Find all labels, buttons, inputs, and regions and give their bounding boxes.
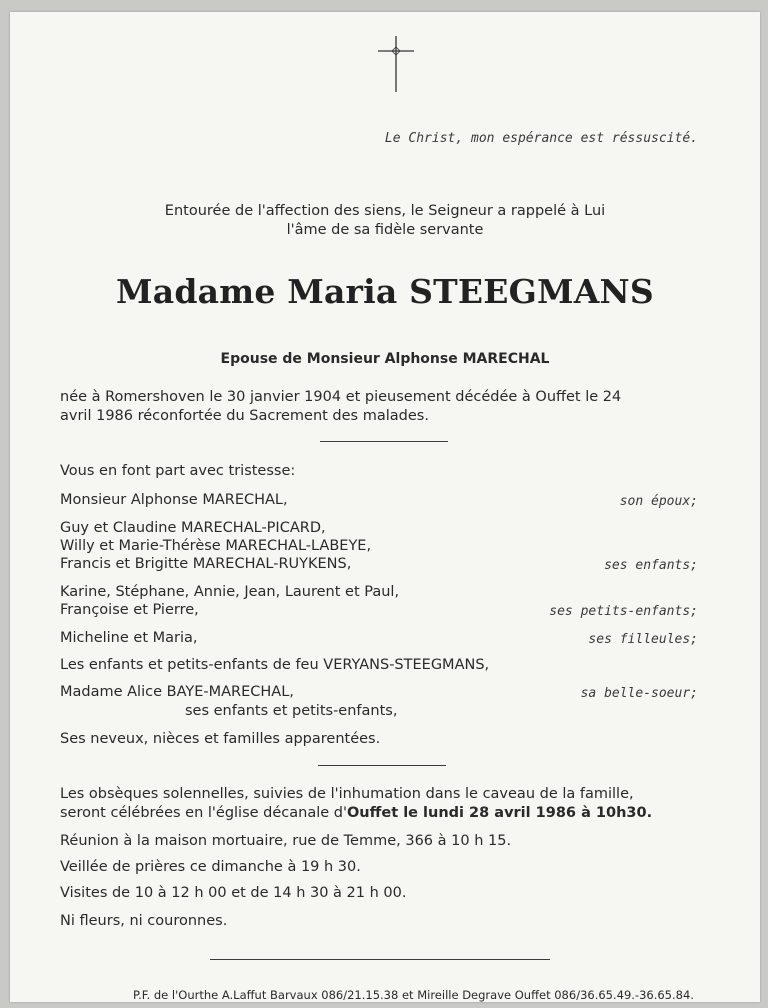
funeral-date: Ouffet le lundi 28 avril 1986 à 10h30. bbox=[346, 805, 653, 821]
spouse-name: Monsieur Alphonse MARECHAL, bbox=[60, 492, 288, 508]
funeral-line-2 bbox=[60, 804, 652, 822]
grandchildren-line-2: Françoise et Pierre, bbox=[60, 602, 199, 618]
funeral-line-2-prefix: seront célébrées en l'église décanale d' bbox=[60, 805, 347, 821]
godchildren: Micheline et Maria, bbox=[60, 630, 198, 646]
printer-credit: P.F. de l'Ourthe A.Laffut Barvaux 086/21.15.38 et Mireille Degrave Ouffet 086/36.65.49.-36.65.84. bbox=[133, 988, 694, 1002]
divider-2 bbox=[318, 765, 446, 766]
sister-in-law-family: ses enfants et petits-enfants, bbox=[185, 703, 398, 719]
family-intro: Vous en font part avec tristesse: bbox=[60, 463, 296, 479]
funeral-line-1: Les obsèques solennelles, suivies de l'inhumation dans le caveau de la famille, bbox=[60, 786, 634, 802]
bio-line-2: avril 1986 réconfortée du Sacrement des malades. bbox=[60, 408, 429, 424]
sister-in-law: Madame Alice BAYE-MARECHAL, bbox=[60, 684, 294, 700]
visits-info: Visites de 10 à 12 h 00 et de 14 h 30 à 21 h 00. bbox=[60, 885, 407, 901]
relatives: Ses neveux, nièces et familles apparentées. bbox=[60, 731, 381, 747]
meeting-info: Réunion à la maison mortuaire, rue de Temme, 366 à 10 h 15. bbox=[60, 833, 512, 849]
sister-in-law-role: sa belle-soeur; bbox=[580, 686, 698, 701]
godchildren-role: ses filleules; bbox=[588, 632, 698, 647]
children-line-3: Francis et Brigitte MARECHAL-RUYKENS, bbox=[60, 556, 352, 572]
divider-3 bbox=[210, 959, 550, 960]
obituary-card bbox=[10, 12, 760, 1002]
vigil-info: Veillée de prières ce dimanche à 19 h 30. bbox=[60, 859, 361, 875]
children-line-1: Guy et Claudine MARECHAL-PICARD, bbox=[60, 520, 326, 536]
motto: Le Christ, mon espérance est réssuscité. bbox=[384, 131, 698, 146]
divider-1 bbox=[320, 441, 448, 442]
cross-icon bbox=[376, 34, 416, 94]
children-line-2: Willy et Marie-Thérèse MARECHAL-LABEYE, bbox=[60, 538, 372, 554]
intro-line-1: Entourée de l'affection des siens, le Seigneur a rappelé à Lui bbox=[164, 203, 606, 219]
bio-line-1: née à Romershoven le 30 janvier 1904 et pieusement décédée à Ouffet le 24 bbox=[60, 389, 622, 405]
children-role: ses enfants; bbox=[604, 558, 698, 573]
veryans-family: Les enfants et petits-enfants de feu VERYANS-STEEGMANS, bbox=[60, 657, 490, 673]
deceased-name: Madame Maria STEEGMANS bbox=[116, 272, 654, 311]
intro-line-2: l'âme de sa fidèle servante bbox=[286, 222, 484, 238]
spouse-role: son époux; bbox=[619, 494, 698, 509]
grandchildren-role: ses petits-enfants; bbox=[549, 604, 698, 619]
spouse-line: Epouse de Monsieur Alphonse MARECHAL bbox=[220, 351, 550, 367]
grandchildren-line-1: Karine, Stéphane, Annie, Jean, Laurent et Paul, bbox=[60, 584, 400, 600]
flowers-note: Ni fleurs, ni couronnes. bbox=[60, 913, 228, 929]
